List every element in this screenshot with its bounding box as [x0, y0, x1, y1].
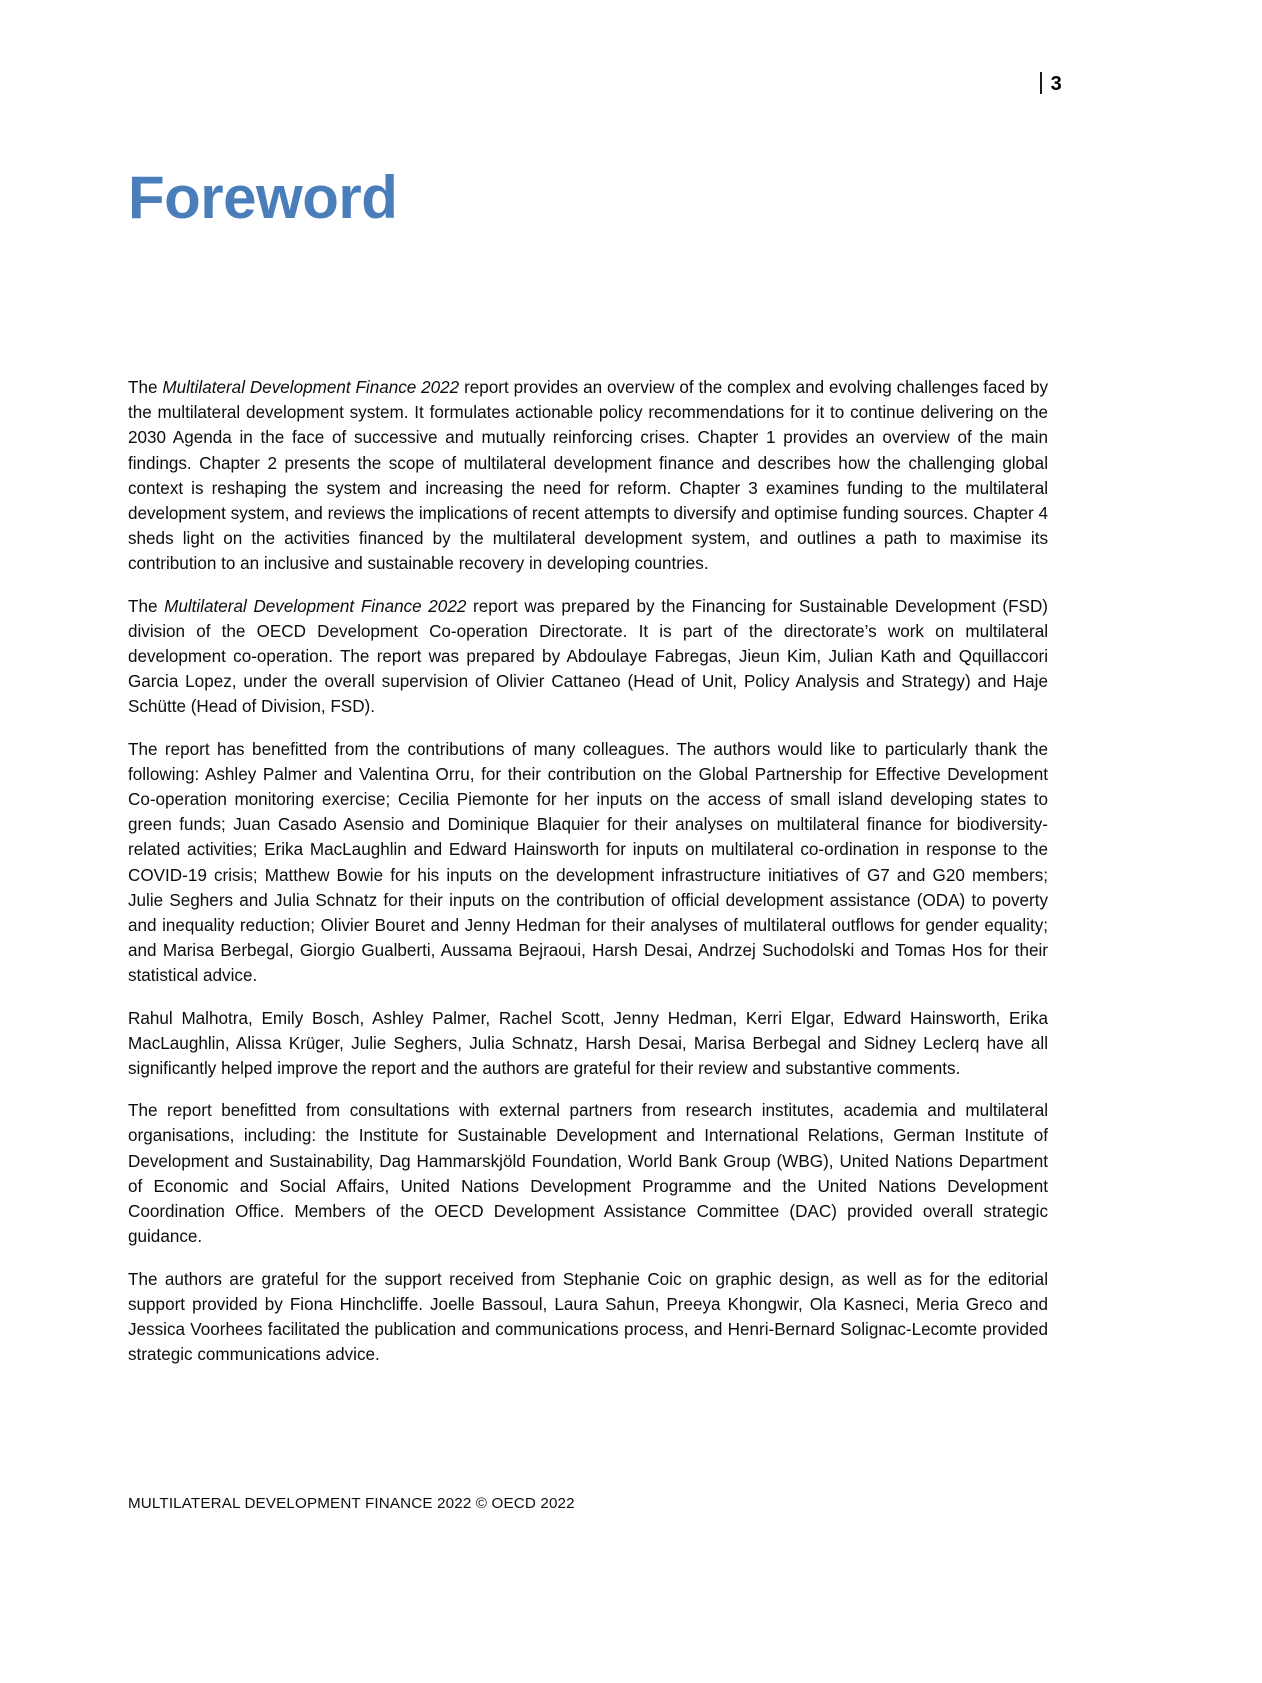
report-title-italic: Multilateral Development Finance 2022 [162, 378, 460, 397]
paragraph-2-rest: report was prepared by the Financing for Sustainable Development (FSD) division of the OECD Development Co-operation Directorate. It is part of the directorate’s work on multilateral development co-operation. The report was prepared by Abdoulaye Fabregas, Jieun Kim, Julian Kath and Qquillaccori Garcia Lopez, under the overall supervision of Olivier Cattaneo (Head of Unit, Policy Analysis and Strategy) and Haje Schütte (Head of Division, FSD). [128, 596, 1048, 717]
paragraph-2 [128, 594, 1048, 720]
paragraph-4: Rahul Malhotra, Emily Bosch, Ashley Palmer, Rachel Scott, Jenny Hedman, Kerri Elgar, Edward Hainsworth, Erika MacLaughlin, Alissa Krüger, Julie Seghers, Julia Schnatz, Harsh Desai, Marisa Berbegal and Sidney Leclerq have all significantly helped improve the report and the authors are grateful for their review and substantive comments. [128, 1008, 1048, 1079]
paragraph-6: The authors are grateful for the support received from Stephanie Coic on graphic design, as well as for the editorial support provided by Fiona Hinchcliffe. Joelle Bassoul, Laura Sahun, Preeya Khongwir, Ola Kasneci, Meria Greco and Jessica Voorhees facilitated the publication and communications process, and Henri-Bernard Solignac-Lecomte provided strategic communications advice. [128, 1269, 1048, 1365]
page-title: Foreword [128, 164, 398, 232]
paragraph-1 [128, 375, 1048, 577]
page-number: 3 [1050, 73, 1062, 95]
body-column [128, 375, 1048, 1367]
report-title-italic: Multilateral Development Finance 2022 [164, 596, 467, 616]
paragraph-5: The report benefitted from consultations with external partners from research institutes, academia and multilateral organisations, including: the Institute for Sustainable Development and International Relations, German Institute of Development and Sustainability, Dag Hammarskjöld Foundation, World Bank Group (WBG), United Nations Department of Economic and Social Affairs, United Nations Development Programme and the United Nations Development Coordination Office. Members of the OECD Development Assistance Committee (DAC) provided overall strategic guidance. [128, 1101, 1048, 1247]
paragraph-2-lead: The [128, 596, 165, 616]
page-footer: MULTILATERAL DEVELOPMENT FINANCE 2022 © OECD 2022 [128, 1495, 575, 1512]
paragraph-1-lead: The [128, 378, 163, 397]
page-header [0, 72, 1262, 94]
paragraph-1-rest: report provides an overview of the complex and evolving challenges faced by the multilateral development system. It formulates actionable policy recommendations for it to continue delivering on the 2030 Agenda in the face of successive and mutually reinforcing crises. Chapter 1 provides an overview of the main findings. Chapter 2 presents the scope of multilateral development finance and describes how the challenging global context is reshaping the system and increasing the need for reform. Chapter 3 examines funding to the multilateral development system, and reviews the implications of recent attempts to diversify and optimise funding sources. Chapter 4 sheds light on the activities financed by the multilateral development system, and outlines a path to maximise its contribution to an inclusive and sustainable recovery in developing countries. [128, 378, 1048, 574]
header-rule-icon [1040, 72, 1042, 94]
paragraph-3: The report has benefitted from the contributions of many colleagues. The authors would like to particularly thank the following: Ashley Palmer and Valentina Orru, for their contribution on the Global Partnership for Effective Development Co-operation monitoring exercise; Cecilia Piemonte for her inputs on the access of small island developing states to green funds; Juan Casado Asensio and Dominique Blaquier for their analyses on multilateral finance for biodiversity-related activities; Erika MacLaughlin and Edward Hainsworth for inputs on multilateral co-ordination in response to the COVID-19 crisis; Matthew Bowie for his inputs on the development infrastructure initiatives of G7 and G20 members; Julie Seghers and Julia Schnatz for their inputs on the contribution of official development assistance (ODA) to poverty and inequality reduction; Olivier Bouret and Jenny Hedman for their analyses of multilateral outflows for gender equality; and Marisa Berbegal, Giorgio Gualberti, Aussama Bejraoui, Harsh Desai, Andrzej Suchodolski and Tomas Hos for their statistical advice. [128, 739, 1048, 986]
